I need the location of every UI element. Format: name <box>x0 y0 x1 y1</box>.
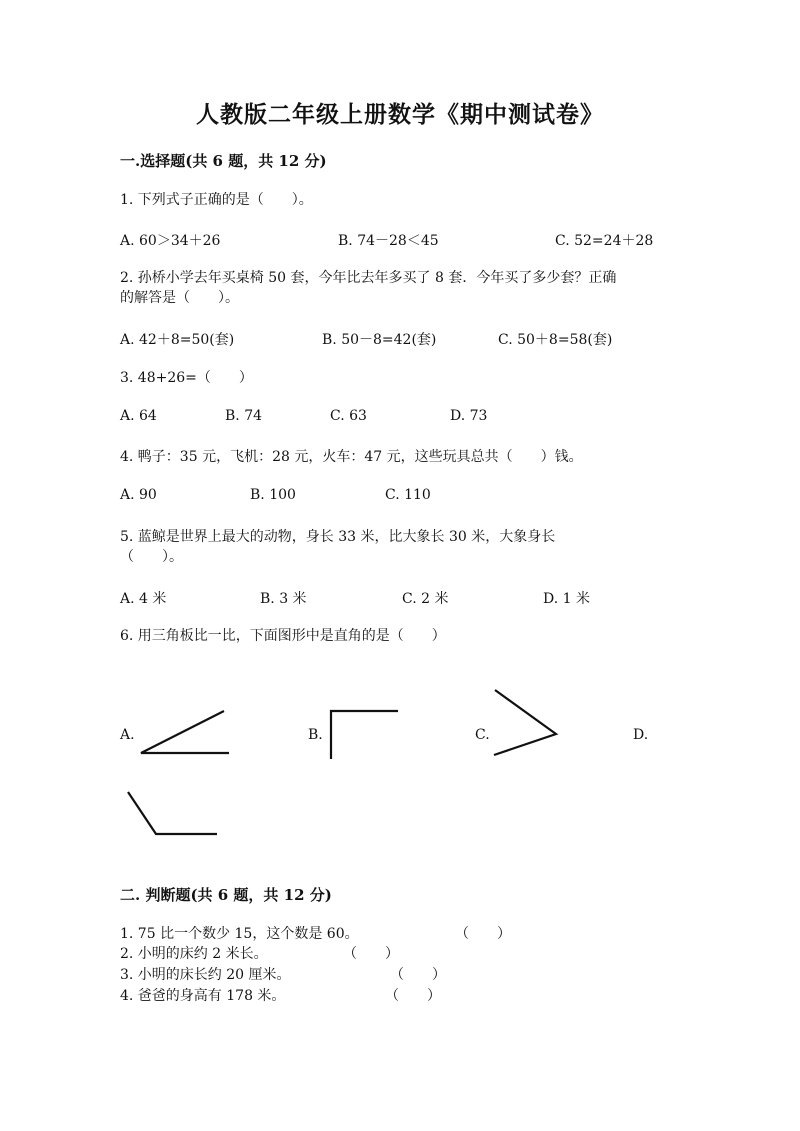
question-6-option-d-label: D. <box>633 727 649 743</box>
question-3-option-a: A. 64 <box>120 408 157 424</box>
page-title: 人教版二年级上册数学《期中测试卷》 <box>196 101 604 128</box>
question-1-option-c: C. 52=24＋28 <box>555 233 654 249</box>
question-6-option-c-label: C. <box>475 727 490 743</box>
question-5-text-line1: 5. 蓝鲸是世界上最大的动物，身长 33 米，比大象长 30 米，大象身长 <box>120 529 556 545</box>
question-2-option-c: C. 50＋8=58(套) <box>498 332 613 348</box>
question-1-option-b: B. 74－28＜45 <box>338 233 439 249</box>
judgement-2-answer-paren: （ ） <box>343 946 399 962</box>
question-6-option-b-label: B. <box>308 727 323 743</box>
angle-figure-b <box>331 711 398 759</box>
judgement-1-text: 1. 75 比一个数少 15，这个数是 60。 <box>120 926 359 942</box>
question-5-option-d: D. 1 米 <box>543 591 590 607</box>
question-3-option-d: D. 73 <box>450 408 488 424</box>
question-2-option-b: B. 50－8=42(套) <box>322 332 437 348</box>
question-4-option-c: C. 110 <box>385 487 431 503</box>
question-3-option-b: B. 74 <box>225 408 263 424</box>
question-2-text-line2: 的解答是（ ）。 <box>120 290 239 306</box>
question-6-option-a-label: A. <box>120 727 135 743</box>
judgement-1-answer-paren: （ ） <box>455 926 511 942</box>
question-3-text: 3. 48+26=（ ） <box>120 370 253 386</box>
question-5-text-line2: （ ）。 <box>120 549 183 565</box>
angle-figure-c <box>494 690 556 755</box>
question-1-text: 1. 下列式子正确的是（ ）。 <box>120 192 313 208</box>
question-5-option-c: C. 2 米 <box>402 591 449 607</box>
question-4-text: 4. 鸭子：35 元，飞机：28 元，火车：47 元，这些玩具总共（ ）钱。 <box>120 449 583 465</box>
question-2-text-line1: 2. 孙桥小学去年买桌椅 50 套，今年比去年多买了 8 套．今年买了多少套？正确 <box>120 270 617 286</box>
judgement-3-answer-paren: （ ） <box>390 967 446 983</box>
question-2-option-a: A. 42＋8=50(套) <box>120 332 235 348</box>
angle-figure-d <box>128 792 217 834</box>
judgement-4-text: 4. 爸爸的身高有 178 米。 <box>120 988 286 1004</box>
section-header-judgement: 二. 判断题(共 6 题，共 12 分) <box>120 886 332 904</box>
judgement-4-answer-paren: （ ） <box>385 988 441 1004</box>
question-5-option-b: B. 3 米 <box>260 591 307 607</box>
judgement-3-text: 3. 小明的床长约 20 厘米。 <box>120 967 291 983</box>
question-3-option-c: C. 63 <box>330 408 367 424</box>
question-1-option-a: A. 60＞34＋26 <box>120 233 221 249</box>
question-5-option-a: A. 4 米 <box>120 591 167 607</box>
question-4-option-a: A. 90 <box>120 487 157 503</box>
question-4-option-b: B. 100 <box>250 487 296 503</box>
question-6-text: 6. 用三角板比一比，下面图形中是直角的是（ ） <box>120 628 446 644</box>
judgement-2-text: 2. 小明的床约 2 米长。 <box>120 946 268 962</box>
section-header-choice: 一.选择题(共 6 题，共 12 分) <box>120 152 327 170</box>
angle-figure-a <box>141 711 229 753</box>
